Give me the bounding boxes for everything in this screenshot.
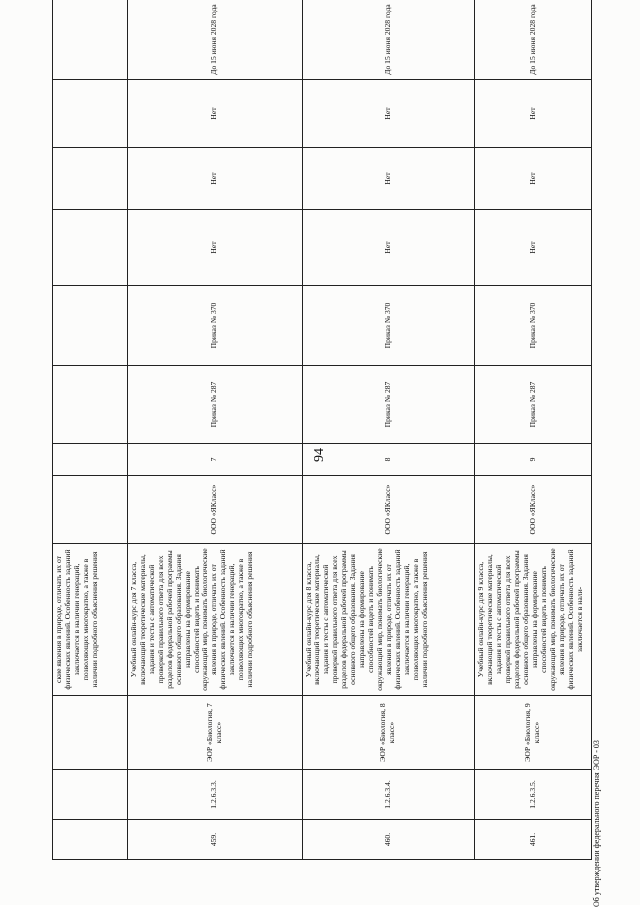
flag-2: Нет — [475, 148, 592, 210]
deadline: До 15 июня 2028 года — [302, 0, 475, 80]
order-1: Приказ № 287 — [127, 366, 302, 444]
resource-name: ЭОР «Биология, 7 класс» — [127, 696, 302, 770]
cell-empty — [53, 286, 128, 366]
publisher: ООО «ЯКласс» — [475, 476, 592, 544]
flag-1: Нет — [475, 210, 592, 286]
table-row-continuation — [53, 0, 128, 860]
rotated-table-container — [52, 4, 592, 860]
order-1: Приказ № 287 — [302, 366, 475, 444]
publisher: ООО «ЯКласс» — [302, 476, 475, 544]
flag-2: Нет — [127, 148, 302, 210]
cell-empty — [53, 770, 128, 820]
cell-empty — [53, 476, 128, 544]
flag-1: Нет — [127, 210, 302, 286]
row-number: 461. — [475, 820, 592, 860]
page-number: 94 — [312, 448, 327, 462]
table-row — [127, 0, 302, 860]
eor-table — [52, 0, 592, 860]
cell-empty — [53, 148, 128, 210]
cell-empty — [53, 80, 128, 148]
row-code: 1.2.6.3.5. — [475, 770, 592, 820]
order-2: Приказ № 370 — [302, 286, 475, 366]
cell-empty — [53, 820, 128, 860]
row-number: 460. — [302, 820, 475, 860]
cell-empty — [53, 696, 128, 770]
order-1: Приказ № 287 — [475, 366, 592, 444]
flag-3: Нет — [127, 80, 302, 148]
grade: 7 — [127, 444, 302, 476]
flag-2: Нет — [302, 148, 475, 210]
table-row — [475, 0, 592, 860]
resource-description: Учебный онлайн-курс для 9 класса, включающий теоретические материалы, задания и тесты с автоматической проверкой правильного ответа для всех разделов федеральной рабочей программы основного общего образования. Задания направлены на формирование способностей видеть и понимать окружающий мир, понимать биологические явления в природе, отличать их от физических явлений. Особенность заданий заключается в нали- — [475, 544, 592, 696]
resource-description: Учебный онлайн-курс для 7 класса, включающий теоретические материалы, задания и тесты с автоматической проверкой правильного ответа для всех разделов федеральной рабочей программы основного общего образования. Задания направлены на формирование способностей видеть и понимать окружающий мир, понимать биологические явления в природе, отличать их от физических явлений. Особенность заданий заключается в наличии генераций, позволяющих многократно, а также в наличии подробного объяснения решения — [127, 544, 302, 696]
flag-3: Нет — [475, 80, 592, 148]
table-row — [302, 0, 475, 860]
resource-name: ЭОР «Биология, 8 класс» — [302, 696, 475, 770]
order-2: Приказ № 370 — [127, 286, 302, 366]
row-code: 1.2.6.3.4. — [302, 770, 475, 820]
deadline: До 15 июня 2028 года — [475, 0, 592, 80]
resource-description: Учебный онлайн-курс для 8 класса, включающий теоретические материалы, задания и тесты с автоматической проверкой правильного ответа для всех разделов федеральной рабочей программы основного общего образования. Задания направлены на формирование способностей видеть и понимать окружающий мир, понимать биологические явления в природе, отличать их от физических явлений. Особенность заданий заключается в наличии генераций, позволяющих многократно, а также в наличии подробного объяснения решения — [302, 544, 475, 696]
grade: 9 — [475, 444, 592, 476]
publisher: ООО «ЯКласс» — [127, 476, 302, 544]
resource-name: ЭОР «Биология, 9 класс» — [475, 696, 592, 770]
deadline: До 15 июня 2028 года — [127, 0, 302, 80]
cell-empty — [53, 366, 128, 444]
description-continuation: ские явления в природе, отличать их от физических явлений. Особенность заданий заключается в наличии генераций, позволяющих многократно, а также в наличии подробного объяснения решения — [53, 544, 128, 696]
flag-3: Нет — [302, 80, 475, 148]
grade: 8 — [302, 444, 475, 476]
footer-note: Об утверждении федерального перечня ЭОР - 03 — [592, 740, 601, 907]
cell-empty — [53, 444, 128, 476]
row-code: 1.2.6.3.3. — [127, 770, 302, 820]
cell-empty — [53, 210, 128, 286]
flag-1: Нет — [302, 210, 475, 286]
order-2: Приказ № 370 — [475, 286, 592, 366]
cell-empty — [53, 0, 128, 80]
row-number: 459. — [127, 820, 302, 860]
